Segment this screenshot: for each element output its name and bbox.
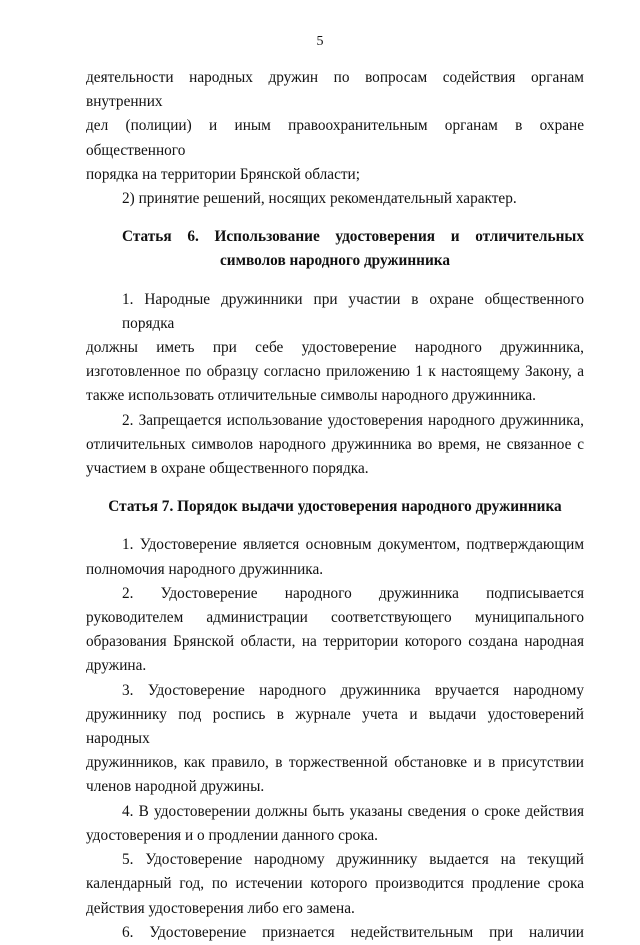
- text-line: дел (полиции) и иным правоохранительным органам в охране общественного: [86, 117, 584, 159]
- text-line: 3. Удостоверение народного дружинника вручается народному: [122, 681, 584, 699]
- text-line: 2. Запрещается использование удостоверения народного дружинника,: [122, 411, 584, 429]
- text-line: календарный год, по истечении которого производится продление срока: [86, 875, 584, 893]
- text-line: изготовленное по образцу согласно приложению 1 к настоящему Закону, а: [86, 363, 584, 381]
- text-line: деятельности народных дружин по вопросам содействия органам внутренних: [86, 69, 584, 111]
- article-7-title: Статья 7. Порядок выдачи удостоверения народного дружинника: [108, 498, 562, 516]
- text-line: дружиннику под роспись в журнале учета и выдачи удостоверений народных: [86, 705, 584, 748]
- article-6-title: Статья 6. Использование удостоверения и отличительных: [122, 228, 584, 246]
- text-line: должны иметь при себе удостоверение народного дружинника,: [86, 339, 584, 357]
- text-line: дружина.: [86, 657, 147, 675]
- text-line: 6. Удостоверение признается недействительным при наличии: [122, 923, 584, 941]
- text-line: дружинников, как правило, в торжественной обстановке и в присутствии: [86, 754, 584, 772]
- text-line: участием в охране общественного порядка.: [86, 460, 369, 478]
- text-line: 5. Удостоверение народному дружиннику выдается на текущий: [122, 851, 584, 869]
- text-line: образования Брянской области, на территории которого создана народная: [86, 633, 584, 651]
- text-line: 4. В удостоверении должны быть указаны сведения о сроке действия: [122, 802, 584, 820]
- text-line: членов народной дружины.: [86, 778, 265, 796]
- text-line: 1. Народные дружинники при участии в охране общественного порядка: [122, 290, 584, 332]
- text-line: руководителем администрации соответствующего муниципального: [86, 609, 584, 627]
- text-line: 2. Удостоверение народного дружинника подписывается: [122, 584, 584, 602]
- text-line: 1. Удостоверение является основным документом, подтверждающим: [122, 536, 584, 554]
- article-6-title-cont: символов народного дружинника: [219, 252, 451, 270]
- text-line: отличительных символов народного дружинника во время, не связанное с: [86, 435, 584, 453]
- document-body: [86, 66, 584, 945]
- text-line: порядка на территории Брянской области;: [86, 165, 360, 183]
- text-line: 2) принятие решений, носящих рекомендательный характер.: [122, 190, 517, 208]
- text-line: удостоверения и о продлении данного срока.: [86, 826, 378, 844]
- page-number: 5: [316, 34, 324, 49]
- text-line: полномочия народного дружинника.: [86, 560, 324, 578]
- text-line: также использовать отличительные символы народного дружинника.: [86, 387, 536, 405]
- text-line: действия удостоверения либо его замена.: [86, 899, 355, 917]
